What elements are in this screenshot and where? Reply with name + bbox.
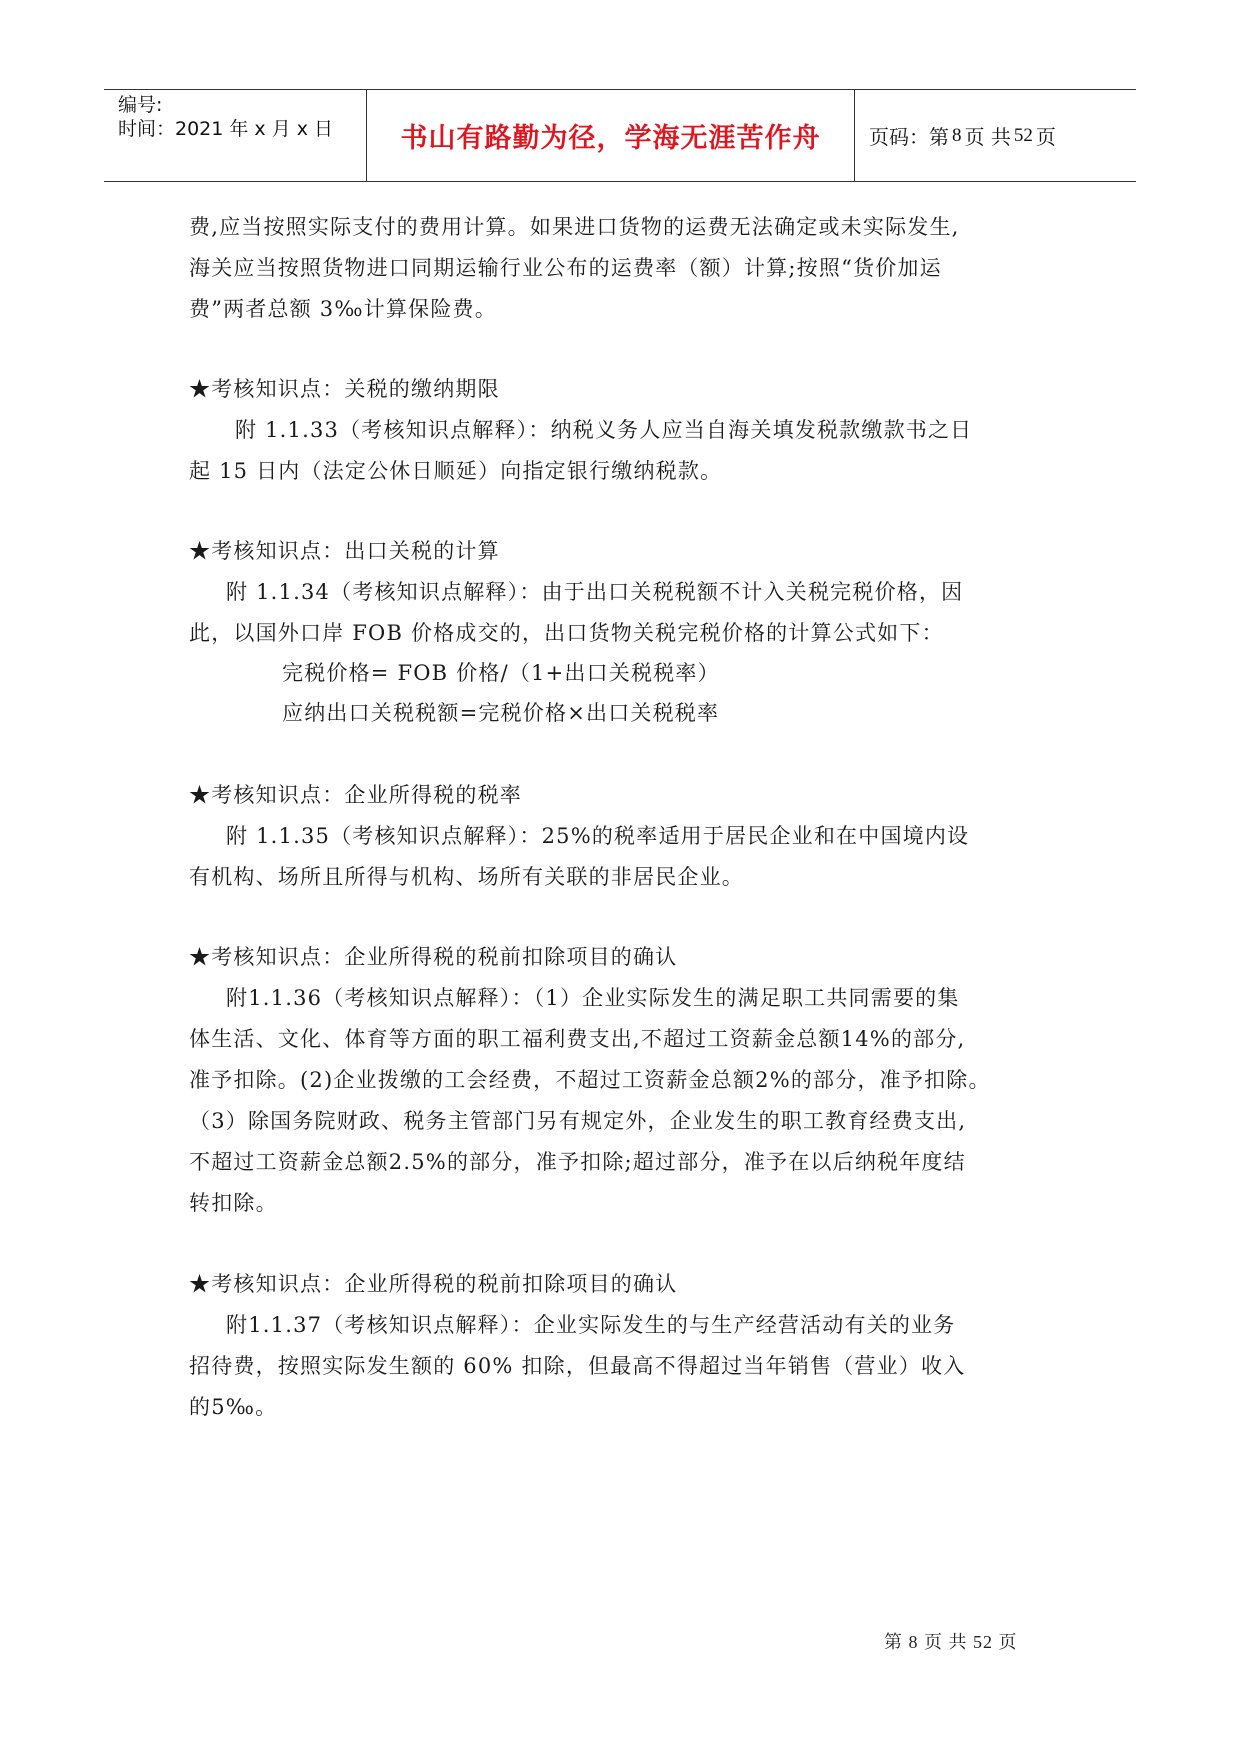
body-line: 转扣除。 [189,1191,278,1215]
body-line: 附1.1.37（考核知识点解释）：企业实际发生的与生产经营活动有关的业务 [226,1313,956,1337]
header-motto: 书山有路勤为径，学海无涯苦作舟 [400,123,821,154]
page-total: 52 [1013,124,1033,146]
section-heading: ★考核知识点：企业所得税的税前扣除项目的确认 [189,945,678,969]
body-line: 费,应当按照实际支付的费用计算。如果进口货物的运费无法确定或未实际发生, [189,215,960,239]
page-footer: 第 8 页 共 52 页 [884,1632,1018,1652]
body-line: 附 1.1.35（考核知识点解释）：25%的税率适用于居民企业和在中国境内设 [226,824,970,848]
page-prefix: 页码：第 [869,125,949,149]
body-line: 准予扣除。(2)企业拨缴的工会经费，不超过工资薪金总额2%的部分，准予扣除。 [189,1068,991,1092]
body-line: （3）除国务院财政、税务主管部门另有规定外，企业发生的职工教育经费支出, [189,1109,967,1133]
body-line: 不超过工资薪金总额2.5%的部分，准予扣除;超过部分，准予在以后纳税年度结 [189,1150,966,1174]
body-line: 费”两者总额 3‰计算保险费。 [189,297,497,321]
body-line: 附 1.1.33（考核知识点解释）：纳税义务人应当自海关填发税款缴款书之日 [235,418,973,442]
document-time: 时间：2021 年 x 月 x 日 [118,118,334,140]
body-line: 有机构、场所且所得与机构、场所有关联的非居民企业。 [189,865,744,889]
body-line: 招待费，按照实际发生额的 60% 扣除，但最高不得超过当年销售（营业）收入 [189,1354,966,1378]
body-line: 起 15 日内（法定公休日顺延）向指定银行缴纳税款。 [189,459,723,483]
page-suffix: 页 [1035,125,1056,149]
section-heading: ★考核知识点：关税的缴纳期限 [189,377,500,401]
body-line: 此，以国外口岸 FOB 价格成交的，出口货物关税完税价格的计算公式如下： [189,621,944,645]
body-line: 海关应当按照货物进口同期运输行业公布的运费率（额）计算;按照“货价加运 [189,256,942,280]
body-line: 体生活、文化、体育等方面的职工福利费支出,不超过工资薪金总额14%的部分, [189,1027,966,1051]
body-line: 的5‰。 [189,1395,278,1419]
formula-line: 应纳出口关税税额=完税价格×出口关税税率 [282,701,720,725]
page-current: 8 [952,124,962,146]
header-page-cell [855,90,1136,181]
section-heading: ★考核知识点：企业所得税的税率 [189,783,522,807]
document-number-label: 编号: [118,94,163,116]
page-mid: 页 共 [964,125,1011,149]
formula-line: 完税价格= FOB 价格/（1+出口关税税率） [282,661,720,685]
page-header [104,89,1136,182]
section-heading: ★考核知识点：企业所得税的税前扣除项目的确认 [189,1272,678,1296]
section-heading: ★考核知识点：出口关税的计算 [189,539,500,563]
body-line: 附1.1.36（考核知识点解释）：（1）企业实际发生的满足职工共同需要的集 [226,986,960,1010]
header-meta-cell [104,90,367,181]
header-motto-cell [367,90,855,181]
body-line: 附 1.1.34（考核知识点解释）：由于出口关税税额不计入关税完税价格，因 [226,580,964,604]
